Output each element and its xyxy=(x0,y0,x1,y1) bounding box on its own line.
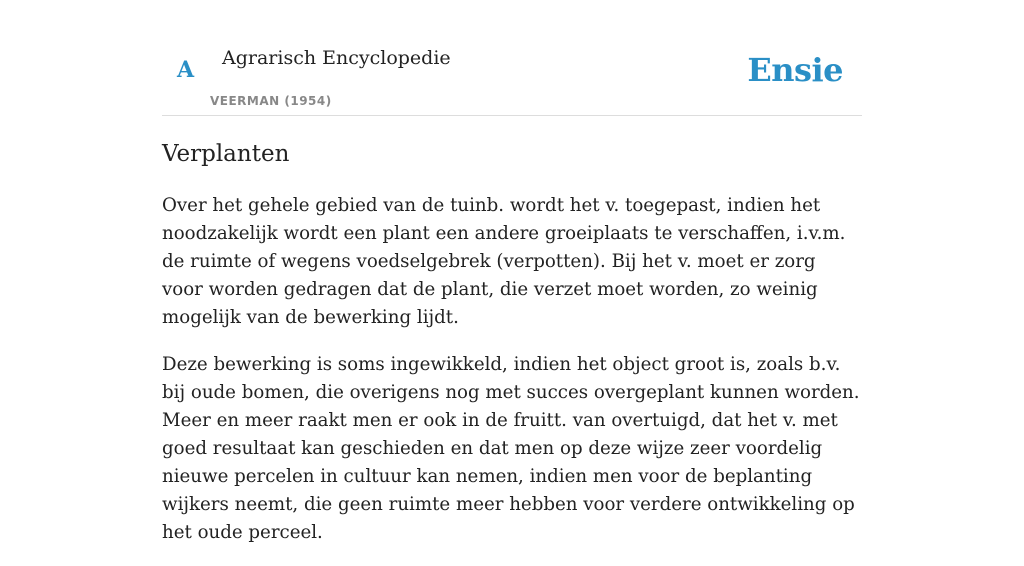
article-body xyxy=(162,192,862,566)
article-paragraph: Deze bewerking is soms ingewikkeld, indien het object groot is, zoals b.v. bij oude bomen, die overigens nog met succes overgeplant kunnen worden. Meer en meer raakt men er ook in de fruitt. van overtuigd, dat het v. met goed resultaat kan geschieden en dat men op deze wijze zeer voordelig nieuwe percelen in cultuur kan nemen, indien men voor de beplanting wijkers neemt, die geen ruimte meer hebben voor verdere ontwikkeling op het oude perceel. xyxy=(162,354,860,543)
ensie-logo[interactable]: Ensie xyxy=(747,51,843,89)
encyclopedia-author: VEERMAN (1954) xyxy=(210,94,332,108)
article-paragraph: Over het gehele gebied van de tuinb. wordt het v. toegepast, indien het noodzakelijk wordt een plant een andere groeiplaats te verschaffen, i.v.m. de ruimte of wegens voedselgebrek (verpotten). Bij het v. moet er zorg voor worden gedragen dat de plant, die verzet moet worden, zo weinig mogelijk van de bewerking lijdt. xyxy=(162,195,846,328)
encyclopedia-title-link[interactable]: Agrarisch Encyclopedie xyxy=(222,47,451,69)
page xyxy=(162,0,862,543)
article-title: Verplanten xyxy=(162,141,290,167)
encyclopedia-logo-icon[interactable]: A xyxy=(177,57,195,83)
encyclopedia-header xyxy=(162,0,862,116)
